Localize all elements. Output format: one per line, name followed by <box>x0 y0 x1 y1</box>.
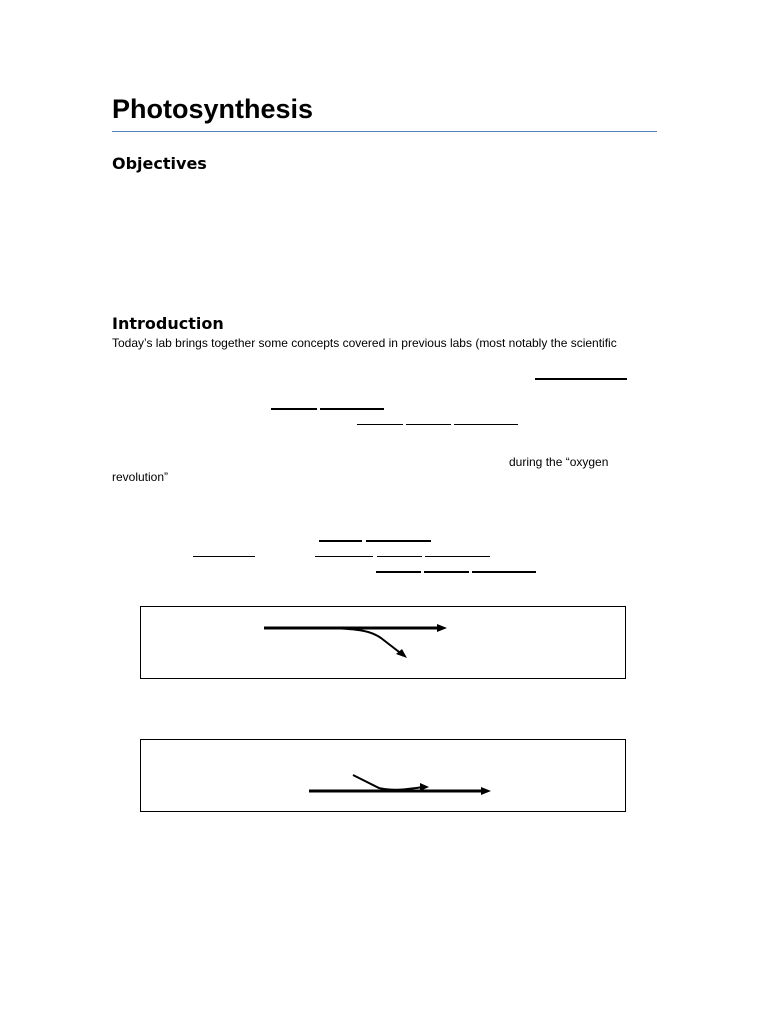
page-title: Photosynthesis <box>112 94 314 124</box>
introduction-first-line: Today’s lab brings together some concepts covered in previous labs (most notably the scientific <box>112 336 617 350</box>
fill-in-blank[interactable] <box>425 556 490 557</box>
fill-in-blank[interactable] <box>357 424 403 425</box>
pathway-diagram-1 <box>140 606 626 679</box>
fill-in-blank[interactable] <box>406 424 451 425</box>
fill-in-blank[interactable] <box>315 556 373 557</box>
objectives-heading: Objectives <box>112 154 207 173</box>
fill-in-blank[interactable] <box>424 571 469 573</box>
revolution-fragment: revolution” <box>112 470 169 484</box>
fill-in-blank[interactable] <box>535 378 627 380</box>
fill-in-blank[interactable] <box>320 408 384 410</box>
title-underline <box>112 131 657 132</box>
fill-in-blank[interactable] <box>472 571 536 573</box>
oxygen-revolution-fragment: during the “oxygen <box>509 455 609 469</box>
branching-arrow-icon <box>141 607 625 678</box>
fill-in-blank[interactable] <box>366 540 431 542</box>
fill-in-blank[interactable] <box>376 571 421 573</box>
merging-arrow-icon <box>141 740 625 811</box>
fill-in-blank[interactable] <box>193 556 255 557</box>
fill-in-blank[interactable] <box>271 408 317 410</box>
fill-in-blank[interactable] <box>377 556 422 557</box>
fill-in-blank[interactable] <box>454 424 518 425</box>
introduction-heading: Introduction <box>112 314 224 333</box>
fill-in-blank[interactable] <box>319 540 362 542</box>
pathway-diagram-2 <box>140 739 626 812</box>
